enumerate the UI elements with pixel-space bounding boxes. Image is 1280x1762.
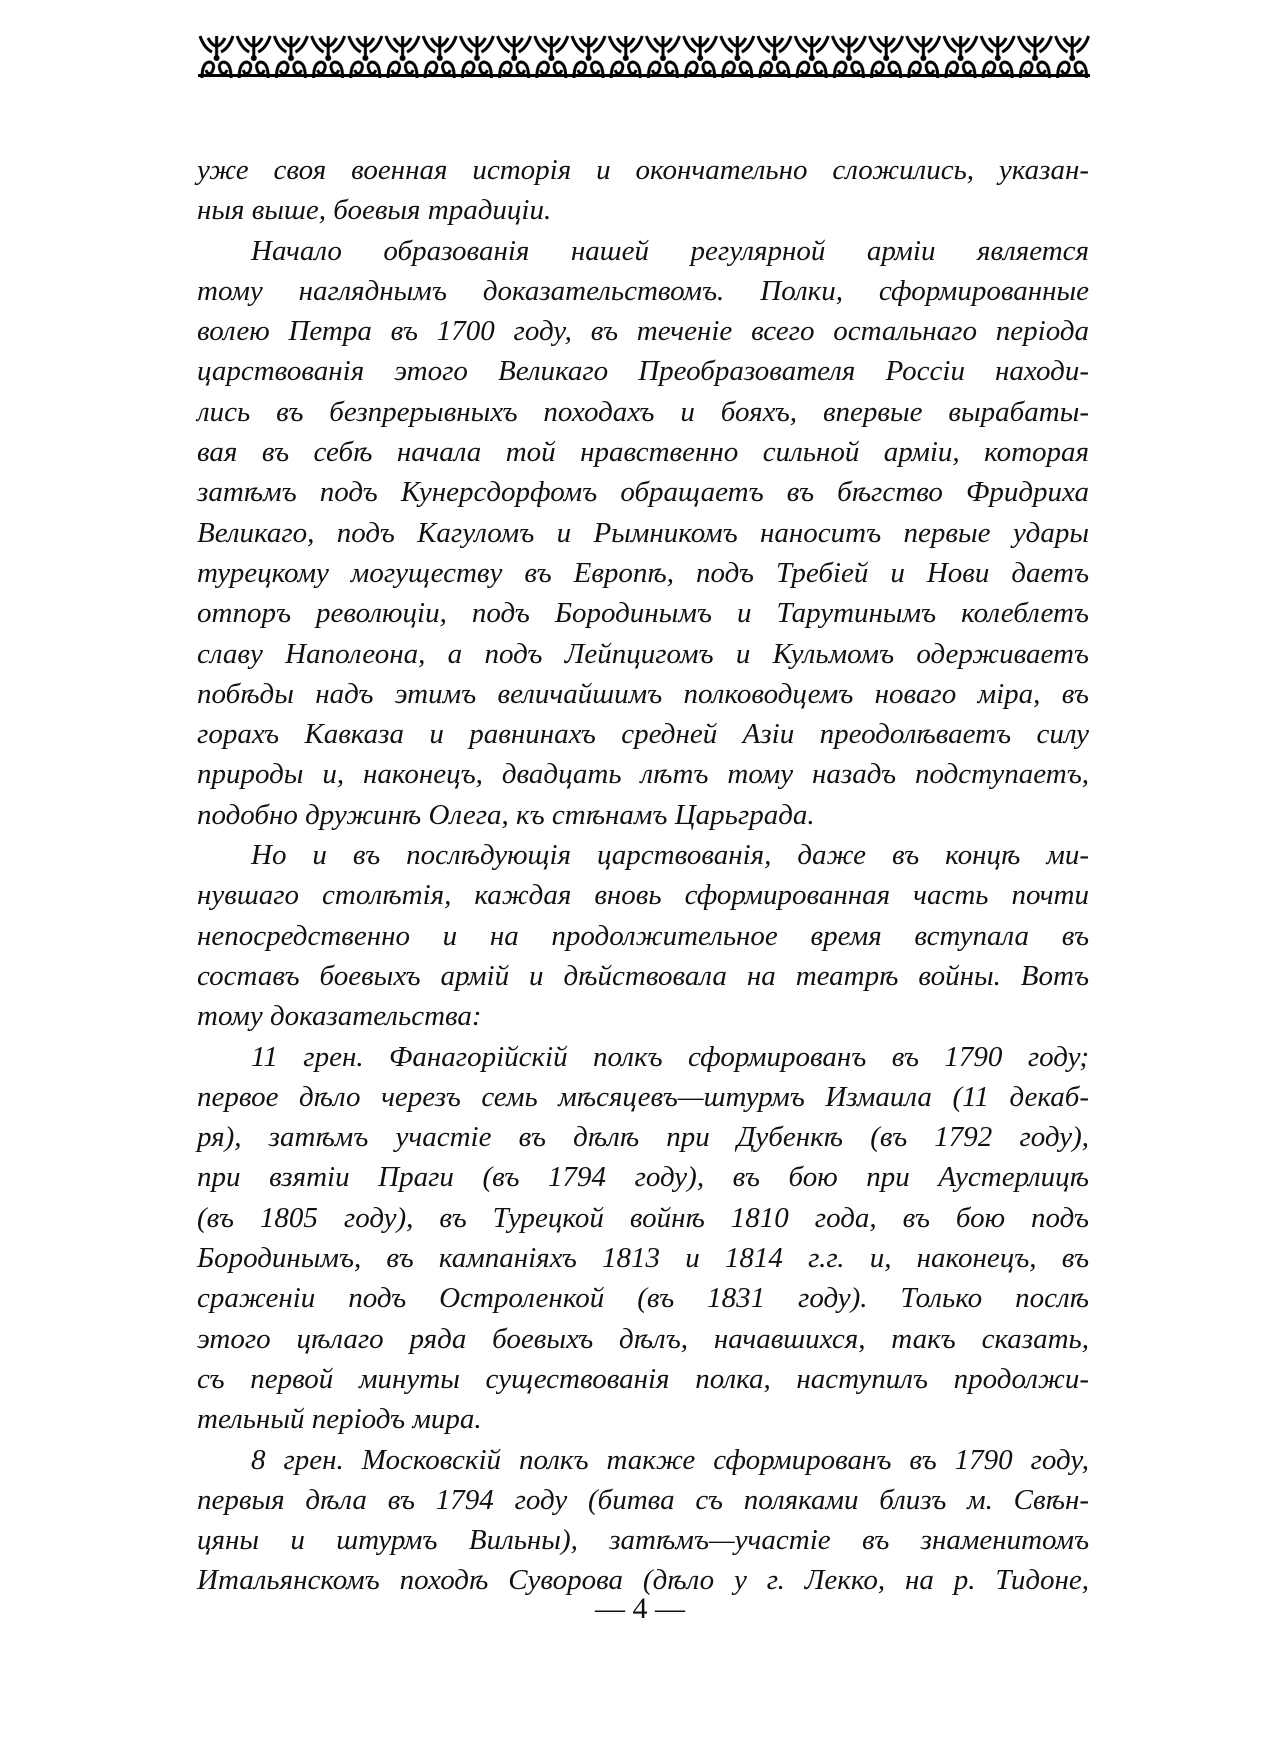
text-line: вая въ себѣ начала той нравственно сильной арміи, которая — [197, 436, 1089, 469]
text-line: лись въ безпрерывныхъ походахъ и бояхъ, впервые вырабаты- — [197, 395, 1089, 428]
ornamental-border-icon — [198, 34, 1090, 80]
text-line: ныя выше, боевыя традиціи. — [197, 194, 552, 227]
body-text — [197, 150, 1089, 1601]
text-line: 8 грен. Московскій полкъ также сформированъ въ 1790 году, — [251, 1443, 1089, 1476]
text-line: ря), затѣмъ участіе въ дѣлѣ при Дубенкѣ (въ 1792 году), — [197, 1121, 1089, 1154]
text-line: Но и въ послѣдующія царствованія, даже въ концѣ ми- — [251, 839, 1089, 872]
text-line: тому нагляднымъ доказательствомъ. Полки, сформированные — [197, 274, 1089, 307]
text-line: славу Наполеона, а подъ Лейпцигомъ и Кульмомъ одерживаетъ — [197, 637, 1089, 670]
text-line: цяны и штурмъ Вильны), затѣмъ—участіе въ знаменитомъ — [197, 1524, 1089, 1557]
text-line: сраженіи подъ Остроленкой (въ 1831 году). Только послѣ — [197, 1282, 1089, 1315]
text-line: Начало образованія нашей регулярной арміи является — [251, 234, 1089, 267]
page-number: — 4 — — [595, 1592, 685, 1625]
text-line: (въ 1805 году), въ Турецкой войнѣ 1810 года, въ бою подъ — [197, 1201, 1089, 1234]
text-line: составъ боевыхъ армій и дѣйствовала на театрѣ войны. Вотъ — [197, 959, 1089, 992]
text-line: тельный періодъ мира. — [197, 1403, 482, 1436]
text-line: уже своя военная исторія и окончательно сложились, указан- — [197, 154, 1089, 186]
text-line: подобно дружинѣ Олега, къ стѣнамъ Царьграда. — [197, 798, 815, 831]
text-line: турецкому могуществу въ Европѣ, подъ Требіей и Нови даетъ — [197, 556, 1089, 589]
text-line: тому доказательства: — [197, 1000, 482, 1033]
text-line: 11 грен. Фанагорійскій полкъ сформированъ въ 1790 году; — [251, 1040, 1089, 1073]
text-line: нувшаго столѣтія, каждая вновь сформированная часть почти — [197, 879, 1089, 912]
text-line: природы и, наконецъ, двадцать лѣтъ тому назадъ подступаетъ, — [197, 758, 1089, 791]
text-line: Итальянскомъ походѣ Суворова (дѣло у г. Лекко, на р. Тидоне, — [197, 1564, 1089, 1597]
text-line: волею Петра въ 1700 году, въ теченіе всего остальнаго періода — [197, 315, 1089, 348]
text-line: при взятіи Праги (въ 1794 году), въ бою при Аустерлицѣ — [197, 1161, 1089, 1194]
text-line: непосредственно и на продолжительное время вступала въ — [197, 919, 1089, 952]
text-line: первыя дѣла въ 1794 году (битва съ поляками близъ м. Свѣн- — [197, 1483, 1089, 1516]
text-line: затѣмъ подъ Кунерсдорфомъ обращаетъ въ бѣгство Фридриха — [197, 476, 1089, 509]
text-line: горахъ Кавказа и равнинахъ средней Азіи преодолѣваетъ силу — [197, 718, 1089, 751]
text-line: отпоръ революціи, подъ Бородинымъ и Тарутинымъ колеблетъ — [197, 597, 1089, 630]
text-line: этого цѣлаго ряда боевыхъ дѣлъ, начавшихся, такъ сказать, — [197, 1322, 1089, 1355]
text-line: Бородинымъ, въ кампаніяхъ 1813 и 1814 г.г. и, наконецъ, въ — [197, 1242, 1089, 1275]
text-line: первое дѣло черезъ семь мѣсяцевъ—штурмъ Измаила (11 декаб- — [197, 1080, 1089, 1113]
text-line: съ первой минуты существованія полка, наступилъ продолжи- — [197, 1362, 1089, 1395]
text-line: царствованія этого Великаго Преобразователя Россіи находи- — [197, 355, 1089, 388]
text-line: побѣды надъ этимъ величайшимъ полководцемъ новаго міра, въ — [197, 677, 1089, 710]
text-line: Великаго, подъ Кагуломъ и Рымникомъ наноситъ первые удары — [197, 516, 1089, 549]
